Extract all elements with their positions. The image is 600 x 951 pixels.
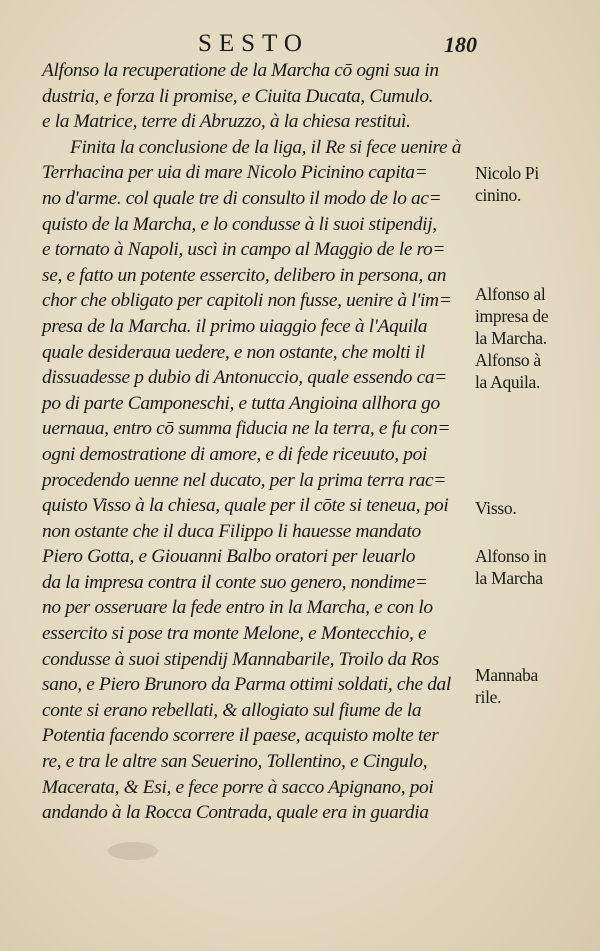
text-line: conte si erano rebellati, & allogiato sul fiume de la bbox=[42, 699, 422, 721]
note-line: Alfonso al bbox=[475, 284, 546, 304]
marginal-note-picinino bbox=[475, 162, 600, 206]
note-line: la Aquila. bbox=[475, 372, 541, 392]
text-line: quisto de la Marcha, e lo condusse à li suoi stipendij, bbox=[42, 213, 437, 235]
text-line: e tornato à Napoli, uscì in campo al Maggio de le ro= bbox=[42, 239, 446, 261]
text-line: andando à la Rocca Contrada, quale era in guardia bbox=[42, 802, 429, 824]
note-line: Nicolo Pi bbox=[475, 163, 539, 183]
marginal-note-aquila bbox=[475, 349, 600, 393]
note-line: la Marcha. bbox=[475, 328, 547, 348]
text-line: e la Matrice, terre di Abruzzo, à la chiesa restituì. bbox=[42, 111, 411, 133]
text-line: uernaua, entro cō summa fiducia ne la terra, e fu con= bbox=[42, 418, 451, 440]
text-line: se, e fatto un potente essercito, delibero in persona, an bbox=[42, 264, 447, 286]
marginal-note-marcha bbox=[475, 545, 600, 589]
text-line: non ostante che il duca Filippo li hauesse mandato bbox=[42, 520, 421, 542]
text-line: Alfonso la recuperatione de la Marcha cō ogni sua in bbox=[42, 60, 439, 81]
text-line: chor che obligato per capitoli non fusse, uenire à l'im= bbox=[42, 290, 452, 312]
text-line: quale desideraua uedere, e non ostante, che molti il bbox=[42, 341, 425, 363]
text-line: essercito si pose tra monte Melone, e Montecchio, e bbox=[42, 623, 427, 645]
text-line: Macerata, & Esi, e fece porre à sacco Apignano, poi bbox=[42, 776, 434, 798]
text-line: procedendo uenne nel ducato, per la prima terra rac= bbox=[42, 469, 446, 491]
text-line: Piero Gotta, e Giouanni Balbo oratori per leuarlo bbox=[42, 546, 416, 568]
folio-number: 180 bbox=[444, 32, 477, 57]
note-line: Visso. bbox=[475, 498, 517, 518]
text-line: condusse à suoi stipendij Mannabarile, Troilo da Ros bbox=[42, 648, 439, 670]
text-line: no per osseruare la fede entro in la Marcha, e con lo bbox=[42, 597, 433, 619]
text-line: dissuadesse p dubio di Antonuccio, quale essendo ca= bbox=[42, 367, 447, 389]
note-line: Alfonso in bbox=[475, 546, 547, 566]
running-head: SESTO bbox=[198, 30, 309, 57]
text-line: presa de la Marcha. il primo uiaggio fece à l'Aquila bbox=[42, 315, 428, 337]
text-line: sano, e Piero Brunoro da Parma ottimi soldati, che dal bbox=[42, 674, 451, 696]
text-line: ogni demostratione di amore, e di fede riceuuto, poi bbox=[42, 443, 427, 465]
page-header bbox=[0, 30, 600, 60]
text-line: quisto Visso à la chiesa, quale per il cōte si teneua, poi bbox=[42, 495, 449, 517]
marginal-note-mannabarile bbox=[475, 664, 600, 708]
text-line: Finita la conclusione de la liga, il Re si fece uenire à bbox=[70, 136, 462, 158]
ink-smudge bbox=[108, 842, 158, 860]
note-line: impresa de bbox=[475, 306, 549, 326]
note-line: Mannaba bbox=[475, 665, 539, 685]
marginal-note-visso bbox=[475, 497, 600, 519]
note-line: la Marcha bbox=[475, 568, 543, 588]
marginal-note-impresa bbox=[475, 283, 600, 349]
note-line: cinino. bbox=[475, 185, 522, 205]
text-line: re, e tra le altre san Seuerino, Tollentino, e Cingulo, bbox=[42, 751, 428, 773]
body-text bbox=[42, 58, 478, 826]
note-line: rile. bbox=[475, 687, 502, 707]
text-line: da la impresa contra il conte suo genero, nondime= bbox=[42, 571, 428, 593]
text-line: po di parte Camponeschi, e tutta Angioina allhora go bbox=[42, 392, 440, 414]
text-line: dustria, e forza li promise, e Ciuita Ducata, Cumulo. bbox=[42, 85, 434, 107]
text-line: Terrhacina per uia di mare Nicolo Picinino capita= bbox=[42, 162, 428, 184]
text-line: Potentia facendo scorrere il paese, acquisto molte ter bbox=[42, 725, 439, 747]
text-line: no d'arme. col quale tre di consulto il modo de lo ac= bbox=[42, 187, 442, 209]
note-line: Alfonso à bbox=[475, 350, 541, 370]
